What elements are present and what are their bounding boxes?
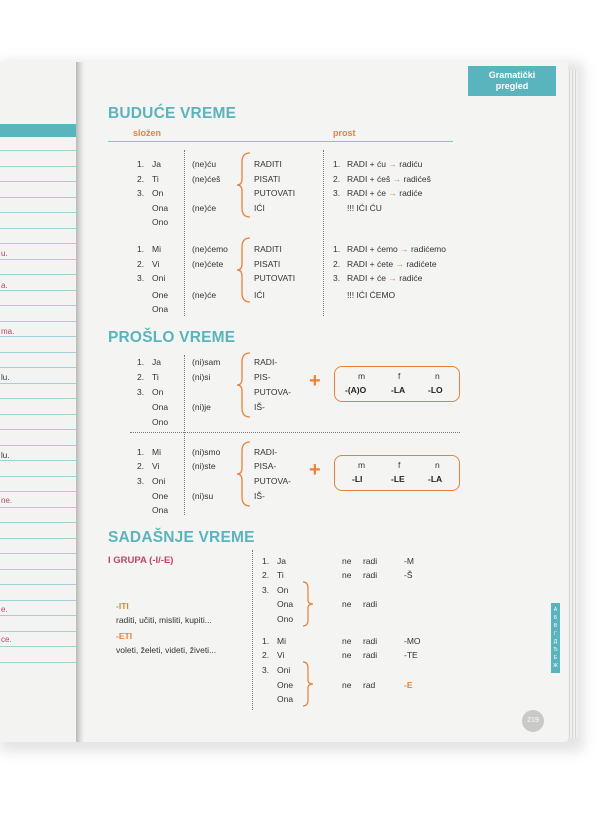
person-number: 2. <box>137 259 145 269</box>
pronoun: Ona <box>277 599 294 609</box>
ruled-line <box>0 259 76 260</box>
prost-number: 1. <box>333 244 341 254</box>
prost-row: RADI + ću → radiću <box>347 159 423 169</box>
side-tab-letter: Ж <box>553 663 558 669</box>
ruled-line <box>0 274 76 275</box>
left-fragment: lu. <box>1 451 10 460</box>
verb-stem: PISA- <box>254 461 277 471</box>
prost-number: 3. <box>333 273 341 283</box>
future-column-slozen: složen <box>133 128 162 138</box>
ruled-line <box>0 646 76 647</box>
person-number: 1. <box>137 244 145 254</box>
future-divider-1 <box>184 150 185 316</box>
pronoun: On <box>152 188 164 198</box>
pronoun: Ti <box>277 570 284 580</box>
prost-number: 1. <box>333 159 341 169</box>
arrow-right-icon: → <box>392 174 402 184</box>
infinitive: PUTOVATI <box>254 188 296 198</box>
ruled-line <box>0 569 76 570</box>
person-number: 1. <box>262 556 270 566</box>
prost-note: !!! IĆI ĆU <box>347 203 382 213</box>
infinitive: IĆI <box>254 290 265 300</box>
auxiliary: (ni)je <box>192 402 211 412</box>
ruled-line <box>0 181 76 182</box>
person-number: 1. <box>137 357 145 367</box>
infinitive: RADITI <box>254 159 282 169</box>
past-ending: -(A)O <box>345 385 367 395</box>
verb-stem: IŠ- <box>254 402 265 412</box>
arrow-right-icon: → <box>388 188 397 198</box>
section-corner-tab <box>468 66 556 96</box>
pronoun: Mi <box>277 636 286 646</box>
negation: ne <box>342 650 352 660</box>
ruled-line <box>0 445 76 446</box>
pronoun: Ono <box>277 614 294 624</box>
arrow-right-icon: → <box>388 273 397 283</box>
ruled-line <box>0 429 76 430</box>
ruled-line <box>0 166 76 167</box>
ruled-line <box>0 398 76 399</box>
auxiliary: (ne)će <box>192 290 217 300</box>
ruled-line <box>0 600 76 601</box>
gender-label: f <box>398 371 401 381</box>
ruled-line <box>0 491 76 492</box>
prost-number: 3. <box>333 188 341 198</box>
present-stem: radi <box>363 599 378 609</box>
pronoun: Vi <box>152 259 160 269</box>
pronoun: Vi <box>152 461 160 471</box>
left-page-header-band <box>0 124 78 137</box>
pronoun: Ja <box>277 556 286 566</box>
eti-examples: voleti, želeti, videti, živeti... <box>116 645 217 655</box>
prost-number: 2. <box>333 259 341 269</box>
present-ending: -MO <box>404 636 421 646</box>
auxiliary: (ni)sam <box>192 357 221 367</box>
orange-brace-icon <box>302 581 314 627</box>
ruled-line <box>0 507 76 508</box>
prost-number: 2. <box>333 174 341 184</box>
pronoun: Mi <box>152 447 161 457</box>
verb-group-label: I GRUPA (-I/-E) <box>108 555 174 566</box>
infinitive: PISATI <box>254 174 281 184</box>
orange-brace-icon <box>236 441 252 507</box>
verb-stem: RADI- <box>254 447 278 457</box>
orange-brace-icon <box>236 352 252 418</box>
present-ending: -Š <box>404 570 413 580</box>
verb-stem: PIS- <box>254 372 271 382</box>
left-fragment: ce. <box>1 635 12 644</box>
person-number: 2. <box>137 174 145 184</box>
ruled-line <box>0 584 76 585</box>
pronoun: On <box>152 387 164 397</box>
prost-row: RADI + ćete → radićete <box>347 259 437 269</box>
negation: ne <box>342 680 352 690</box>
past-tense-title: PROŠLO VREME <box>108 329 236 346</box>
left-fragment: u. <box>1 249 8 258</box>
person-number: 2. <box>137 461 145 471</box>
prost-row: RADI + ćeš → radićeš <box>347 174 431 184</box>
person-number: 3. <box>262 585 270 595</box>
past-ending: -LO <box>428 385 443 395</box>
ruled-line <box>0 352 76 353</box>
prost-row: RADI + ćemo → radićemo <box>347 244 446 254</box>
iti-label: -ITI <box>116 601 129 611</box>
ruled-line <box>0 615 76 616</box>
past-divider <box>184 355 185 515</box>
left-fragment: ne. <box>1 496 13 505</box>
infinitive: IĆI <box>254 203 265 213</box>
left-page <box>0 62 80 742</box>
past-ending: -LA <box>428 474 443 484</box>
pronoun: Ti <box>152 372 159 382</box>
verb-stem: PUTOVA- <box>254 387 291 397</box>
side-tab-letter: Ђ <box>553 647 558 653</box>
past-pl-endings-box <box>334 455 460 491</box>
auxiliary: (ne)će <box>192 203 217 213</box>
prost-note: !!! IĆI ĆEMO <box>347 290 396 300</box>
ruled-line <box>0 662 76 663</box>
future-column-prost: prost <box>333 128 356 138</box>
pronoun: One <box>152 290 169 300</box>
present-ending: -E <box>404 680 413 690</box>
present-tense-title: SADAŠNJE VREME <box>108 529 255 546</box>
ruled-line <box>0 290 76 291</box>
auxiliary: (ni)su <box>192 491 214 501</box>
ruled-line <box>0 243 76 244</box>
present-stem: radi <box>363 556 378 566</box>
present-stem: radi <box>363 650 378 660</box>
corner-tab-line1: Gramatički <box>488 70 536 80</box>
ruled-line <box>0 197 76 198</box>
person-number: 1. <box>137 447 145 457</box>
orange-brace-icon <box>302 661 314 707</box>
left-fragment: lu. <box>1 373 10 382</box>
side-tab-letter: Е <box>553 655 558 661</box>
ruled-line <box>0 414 76 415</box>
present-ending: -TE <box>404 650 418 660</box>
auxiliary: (ni)ste <box>192 461 216 471</box>
infinitive: PUTOVATI <box>254 273 296 283</box>
ruled-line <box>0 228 76 229</box>
ruled-line <box>0 336 76 337</box>
negation: ne <box>342 570 352 580</box>
arrow-right-icon: → <box>395 259 404 269</box>
negation: ne <box>342 556 352 566</box>
left-fragment: ma. <box>1 327 15 336</box>
infinitive: RADITI <box>254 244 282 254</box>
person-number: 2. <box>137 372 145 382</box>
future-header-rule <box>108 141 453 142</box>
alphabet-side-tab[interactable] <box>551 603 560 673</box>
left-fragment: e. <box>1 605 8 614</box>
verb-stem: RADI- <box>254 357 278 367</box>
orange-brace-icon <box>236 152 252 218</box>
orange-brace-icon <box>236 237 252 303</box>
prost-row: RADI + će → radiće <box>347 273 423 283</box>
pronoun: One <box>152 491 169 501</box>
gender-label: m <box>358 460 366 470</box>
ruled-line <box>0 321 76 322</box>
negation: ne <box>342 636 352 646</box>
future-divider-2 <box>323 150 324 316</box>
auxiliary: (ne)ću <box>192 159 217 169</box>
infinitive: PISATI <box>254 259 281 269</box>
person-number: 2. <box>262 570 270 580</box>
present-stem: radi <box>363 570 378 580</box>
pronoun: Oni <box>152 273 166 283</box>
auxiliary: (ne)ćete <box>192 259 224 269</box>
side-tab-letter: Г <box>554 631 557 637</box>
past-ending: -LA <box>391 385 406 395</box>
pronoun: Ona <box>277 694 294 704</box>
auxiliary: (ni)smo <box>192 447 221 457</box>
pronoun: Ona <box>152 304 169 314</box>
side-tab-letter: В <box>553 623 558 629</box>
arrow-right-icon: → <box>388 159 397 169</box>
past-row-divider <box>130 432 460 433</box>
pronoun: Vi <box>277 650 285 660</box>
pronoun: Oni <box>152 476 166 486</box>
person-number: 3. <box>137 476 145 486</box>
verb-stem: PUTOVA- <box>254 476 291 486</box>
ruled-line <box>0 305 76 306</box>
eti-label: -ETI <box>116 631 133 641</box>
pronoun: One <box>277 680 294 690</box>
page-number: 219 <box>522 710 544 732</box>
person-number: 3. <box>137 188 145 198</box>
pronoun: Ja <box>152 159 161 169</box>
auxiliary: (ne)ćemo <box>192 244 228 254</box>
arrow-right-icon: → <box>400 244 409 254</box>
present-ending: -M <box>404 556 414 566</box>
future-tense-title: BUDUĆE VREME <box>108 105 237 122</box>
ruled-line <box>0 522 76 523</box>
plus-icon: + <box>309 370 321 392</box>
person-number: 3. <box>137 273 145 283</box>
ruled-line <box>0 367 76 368</box>
left-fragment: a. <box>1 281 8 290</box>
ruled-line <box>0 476 76 477</box>
past-sg-endings-box <box>334 366 460 402</box>
person-number: 2. <box>262 650 270 660</box>
gender-label: n <box>435 371 440 381</box>
pronoun: Ono <box>152 417 169 427</box>
side-tab-letter: Д <box>553 639 558 645</box>
person-number: 3. <box>262 665 270 675</box>
pronoun: Ona <box>152 505 169 515</box>
gender-label: m <box>358 371 366 381</box>
corner-tab-line2: pregled <box>495 81 529 91</box>
ruled-line <box>0 460 76 461</box>
verb-stem: IŠ- <box>254 491 265 501</box>
present-divider <box>252 550 253 710</box>
iti-examples: raditi, učiti, misliti, kupiti... <box>116 615 212 625</box>
pronoun: Ti <box>152 174 159 184</box>
auxiliary: (ni)si <box>192 372 211 382</box>
person-number: 1. <box>137 159 145 169</box>
ruled-line <box>0 383 76 384</box>
ruled-line <box>0 212 76 213</box>
pronoun: Ono <box>152 217 169 227</box>
negation: ne <box>342 599 352 609</box>
pronoun: On <box>277 585 289 595</box>
prost-row: RADI + će → radiće <box>347 188 423 198</box>
pronoun: Ona <box>152 203 169 213</box>
present-stem: rad <box>363 680 376 690</box>
present-stem: radi <box>363 636 378 646</box>
ruled-line <box>0 553 76 554</box>
gender-label: n <box>435 460 440 470</box>
ruled-line <box>0 150 76 151</box>
person-number: 1. <box>262 636 270 646</box>
ruled-line <box>0 631 76 632</box>
side-tab-letter: Б <box>553 615 558 621</box>
pronoun: Mi <box>152 244 161 254</box>
past-ending: -LE <box>391 474 405 484</box>
ruled-line <box>0 538 76 539</box>
pronoun: Ja <box>152 357 161 367</box>
gender-label: f <box>398 460 401 470</box>
pronoun: Oni <box>277 665 291 675</box>
person-number: 3. <box>137 387 145 397</box>
past-ending: -LI <box>352 474 363 484</box>
side-tab-letter: А <box>553 607 558 613</box>
auxiliary: (ne)ćeš <box>192 174 221 184</box>
pronoun: Ona <box>152 402 169 412</box>
plus-icon: + <box>309 459 321 481</box>
